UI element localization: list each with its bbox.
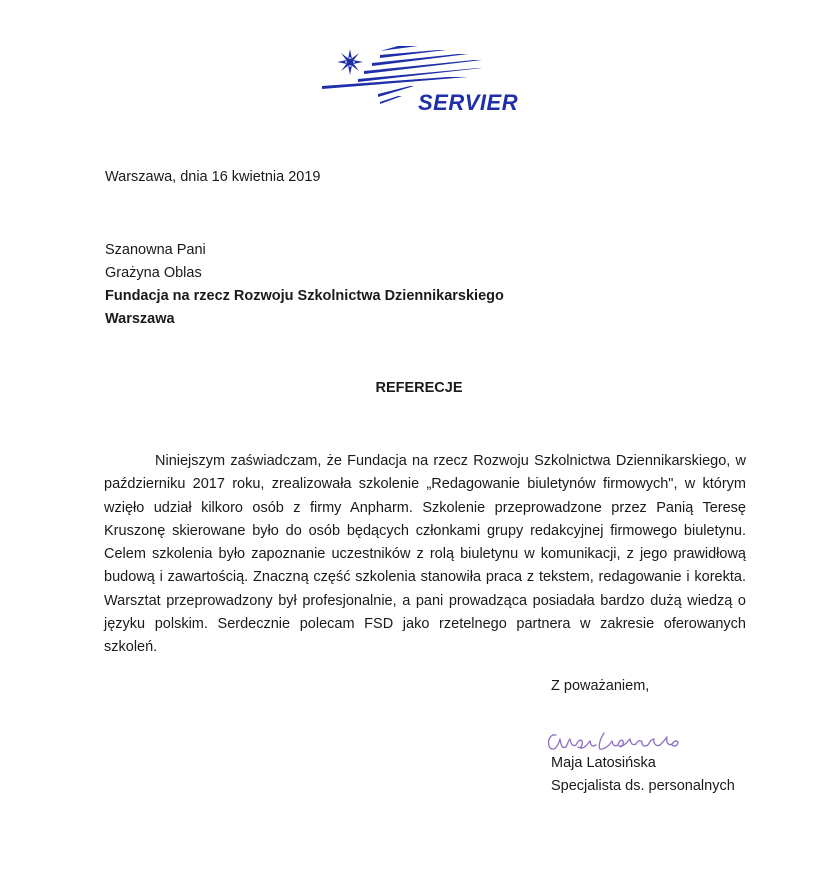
signer-block: [551, 752, 735, 798]
date-line: Warszawa, dnia 16 kwietnia 2019: [105, 169, 321, 185]
signer-name: Maja Latosińska: [551, 755, 656, 771]
closing-line: Z poważaniem,: [551, 678, 650, 694]
recipient-address: [105, 239, 504, 331]
company-logo: [318, 40, 528, 120]
recipient-city: Warszawa: [105, 311, 175, 327]
salutation: Szanowna Pani: [105, 242, 206, 258]
recipient-name: Grażyna Oblas: [105, 265, 202, 281]
signer-title: Specjalista ds. personalnych: [551, 778, 735, 794]
letter-body: Niniejszym zaświadczam, że Fundacja na rzecz Rozwoju Szkolnictwa Dziennikarskiego, w październiku 2017 roku, zrealizowała szkolenie „Redagowanie biuletynów firmowych", w którym wzięło udział kilkoro osób z firmy Anpharm. Szkolenie przeprowadzone przez Panią Teresę Kruszonę skierowane było do osób będących członkami grupy redakcyjnej firmowego biuletynu. Celem szkolenia było zapoznanie uczestników z rolą biuletynu w komunikacji, z jego prawidłową budową i zawartością. Znaczną część szkolenia stanowiła praca z tekstem, redagowanie i korekta. Warsztat przeprowadzony był profesjonalnie, a pani prowadząca posiadała bardzo dużą wiedzą o języku polskim. Serdecznie polecam FSD jako rzetelnego partnera w zakresie oferowanych szkoleń.: [104, 453, 746, 656]
letter-heading: REFERECJE: [375, 380, 463, 396]
recipient-organization: Fundacja na rzecz Rozwoju Szkolnictwa Dziennikarskiego: [105, 288, 504, 304]
company-name: SERVIER: [418, 90, 519, 115]
